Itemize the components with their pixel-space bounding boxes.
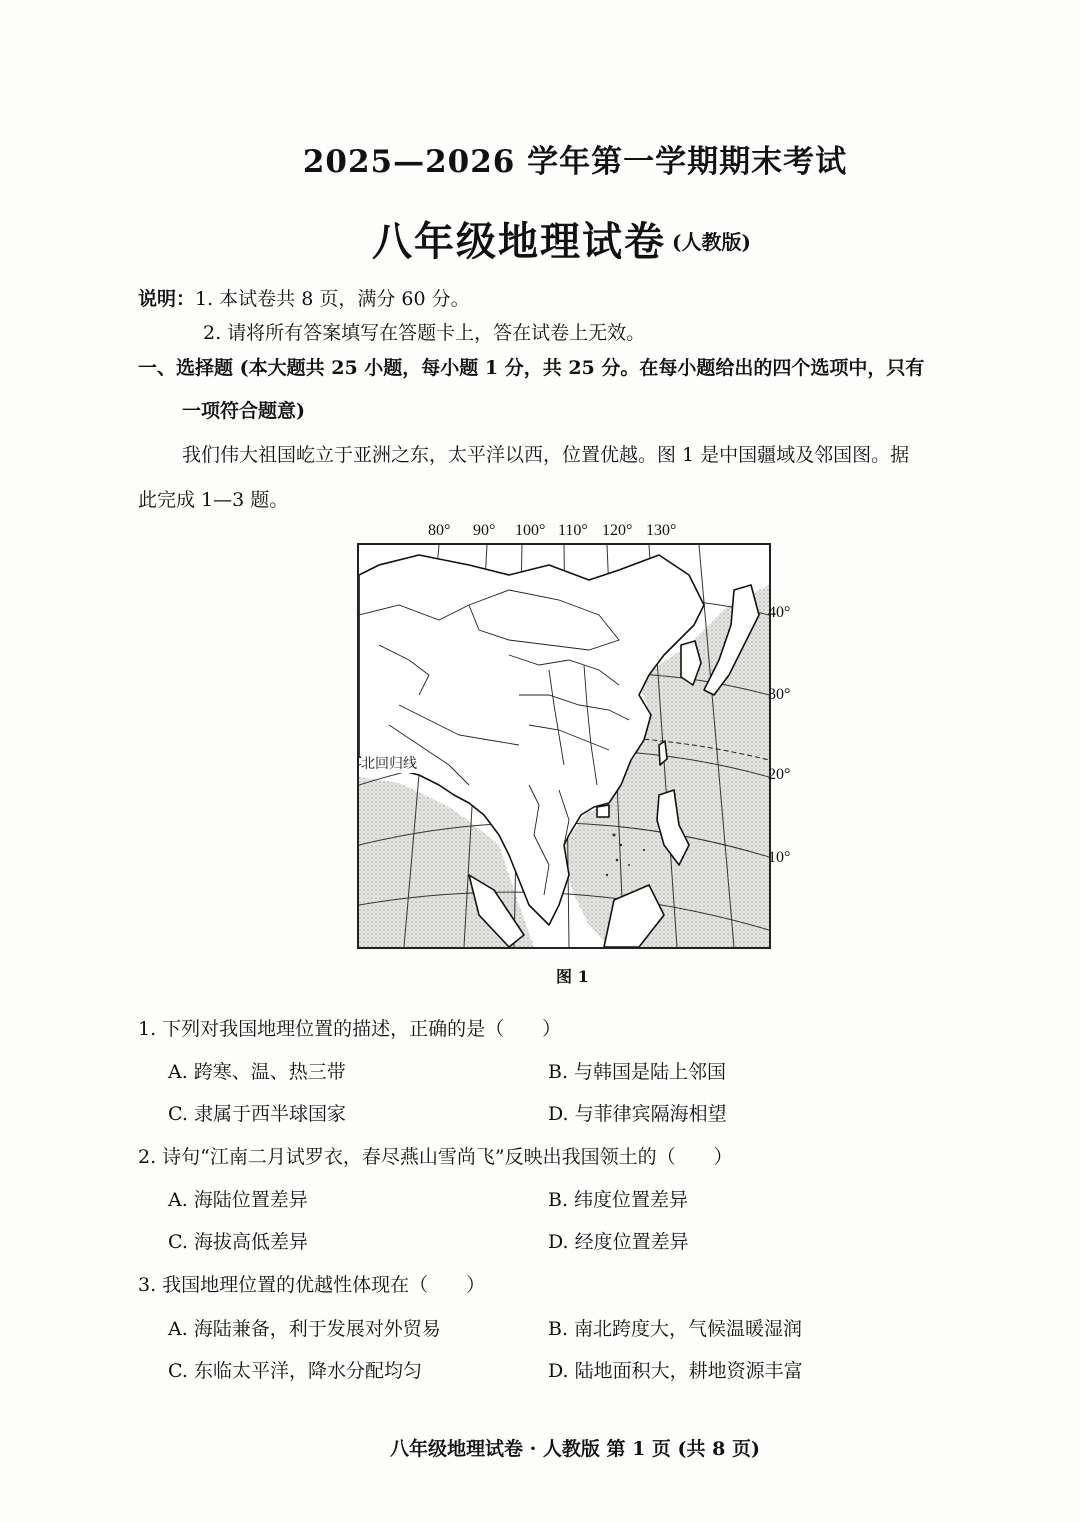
question-1-option-a: A. 跨寒、温、热三带	[168, 1061, 346, 1083]
lon-label-80: 80°	[428, 522, 451, 539]
lat-label-30: 30°	[768, 686, 791, 703]
paper-title	[372, 210, 751, 267]
question-2-option-b: B. 纬度位置差异	[548, 1189, 689, 1211]
section-title-line2: 一项符合题意)	[182, 400, 305, 422]
lat-label-20: 20°	[768, 766, 791, 783]
lon-label-90: 90°	[473, 522, 496, 539]
question-2-option-a: A. 海陆位置差异	[168, 1189, 308, 1211]
notes-line-1	[138, 284, 470, 311]
question-3-option-d: D. 陆地面积大，耕地资源丰富	[548, 1360, 803, 1382]
notes-item-2: 2. 请将所有答案填写在答题卡上，答在试卷上无效。	[203, 322, 646, 344]
question-2-stem: 2. 诗句“江南二月试罗衣，春尽燕山雪尚飞”反映出我国领土的（ ）	[138, 1146, 733, 1168]
question-3-option-a: A. 海陆兼备，利于发展对外贸易	[168, 1318, 441, 1340]
question-1-option-b: B. 与韩国是陆上邻国	[548, 1061, 727, 1083]
question-1-stem: 1. 下列对我国地理位置的描述，正确的是（ ）	[138, 1018, 562, 1040]
paper-title-text: 八年级地理试卷	[372, 218, 666, 265]
question-1-option-d: D. 与菲律宾隔海相望	[548, 1103, 727, 1125]
lon-label-100: 100°	[515, 522, 546, 539]
notes-label: 说明：	[138, 288, 196, 310]
intro-line2: 此完成 1—3 题。	[138, 489, 289, 511]
lon-label-130: 130°	[646, 522, 677, 539]
edition-label: (人教版)	[672, 230, 751, 254]
hainan-island	[597, 805, 609, 817]
question-3-stem: 3. 我国地理位置的优越性体现在（ ）	[138, 1274, 486, 1296]
lat-label-40: 40°	[768, 604, 791, 621]
notes-item-1: 1. 本试卷共 8 页，满分 60 分。	[195, 288, 470, 310]
map-caption: 图 1	[556, 967, 589, 986]
exam-title: 2025—2026 学年第一学期期末考试	[302, 144, 848, 180]
section-title-line1: 一、选择题 (本大题共 25 小题，每小题 1 分，共 25 分。在每小题给出的四个选项中，只有	[138, 357, 925, 379]
question-3-option-c: C. 东临太平洋，降水分配均匀	[168, 1360, 422, 1382]
intro-line1: 我们伟大祖国屹立于亚洲之东，太平洋以西，位置优越。图 1 是中国疆域及邻国图。据	[182, 444, 910, 466]
china-neighbors-map	[357, 543, 771, 949]
tropic-label: 北回归线	[361, 753, 417, 773]
lat-label-10: 10°	[768, 849, 791, 866]
page-footer: 八年级地理试卷 · 人教版 第 1 页 (共 8 页)	[390, 1438, 760, 1460]
lon-label-110: 110°	[558, 522, 588, 539]
question-3-option-b: B. 南北跨度大，气候温暖湿润	[548, 1318, 803, 1340]
question-2-option-d: D. 经度位置差异	[548, 1231, 689, 1253]
map-svg	[359, 545, 769, 947]
question-2-option-c: C. 海拔高低差异	[168, 1231, 308, 1253]
lon-label-120: 120°	[602, 522, 633, 539]
question-1-option-c: C. 隶属于西半球国家	[168, 1103, 346, 1125]
